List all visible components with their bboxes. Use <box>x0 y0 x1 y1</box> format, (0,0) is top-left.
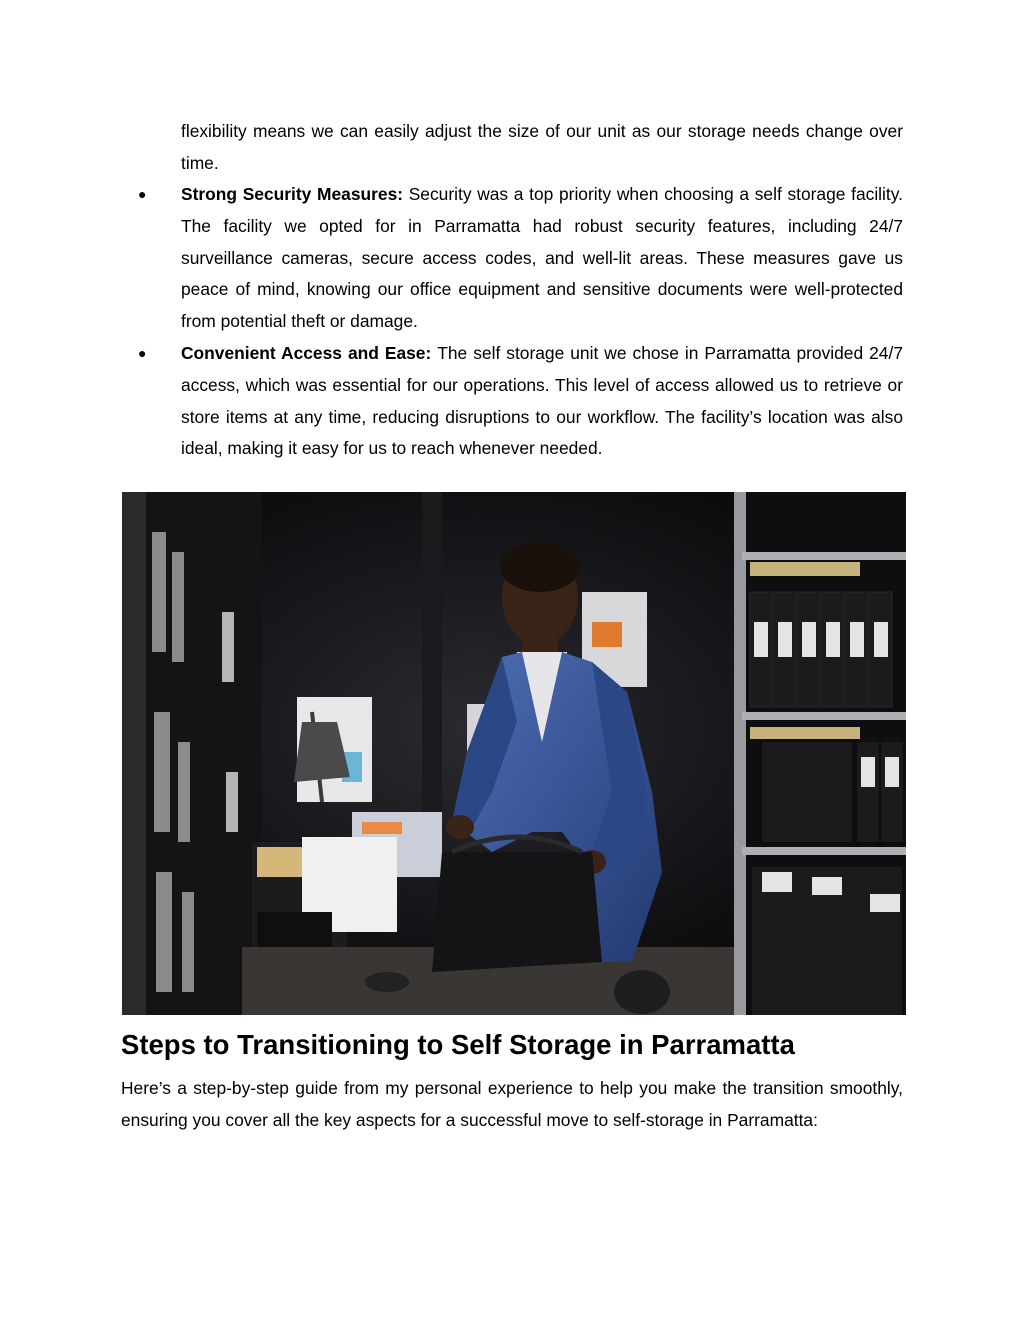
storage-room-photo <box>122 492 906 1015</box>
list-item-title: Convenient Access and Ease: <box>181 342 438 363</box>
list-item-text: The self storage unit we chose in Parramatta provided 24/7 access, which was essential for our operations. This level of access allowed us to retrieve or store items at any time, reducing disruptions to our workflow. The facility’s location was also ideal, making it easy for us to reach whenever needed. <box>181 342 903 459</box>
continuation-paragraph: flexibility means we can easily adjust the size of our unit as our storage needs change over time. <box>181 121 903 173</box>
list-item <box>121 179 903 338</box>
list-item-title: Strong Security Measures: <box>181 184 409 204</box>
intro-paragraph: Here’s a step-by-step guide from my personal experience to help you make the transition smoothly, ensuring you cover all the key aspects for a successful move to self-storage in Parramatta: <box>121 1078 903 1130</box>
section-heading: Steps to Transitioning to Self Storage in Parramatta <box>121 1029 795 1060</box>
bullet-icon: ● <box>138 344 147 361</box>
feature-list <box>121 179 903 465</box>
list-item <box>121 338 903 465</box>
bullet-icon: ● <box>138 186 147 202</box>
list-item-text: Security was a top priority when choosing a self storage facility. The facility we opted for in Parramatta had robust security features, including 24/7 surveillance cameras, secure access codes, and well-lit areas. These measures gave us peace of mind, knowing our office equipment and sensitive documents were well-protected from potential theft or damage. <box>181 184 903 332</box>
